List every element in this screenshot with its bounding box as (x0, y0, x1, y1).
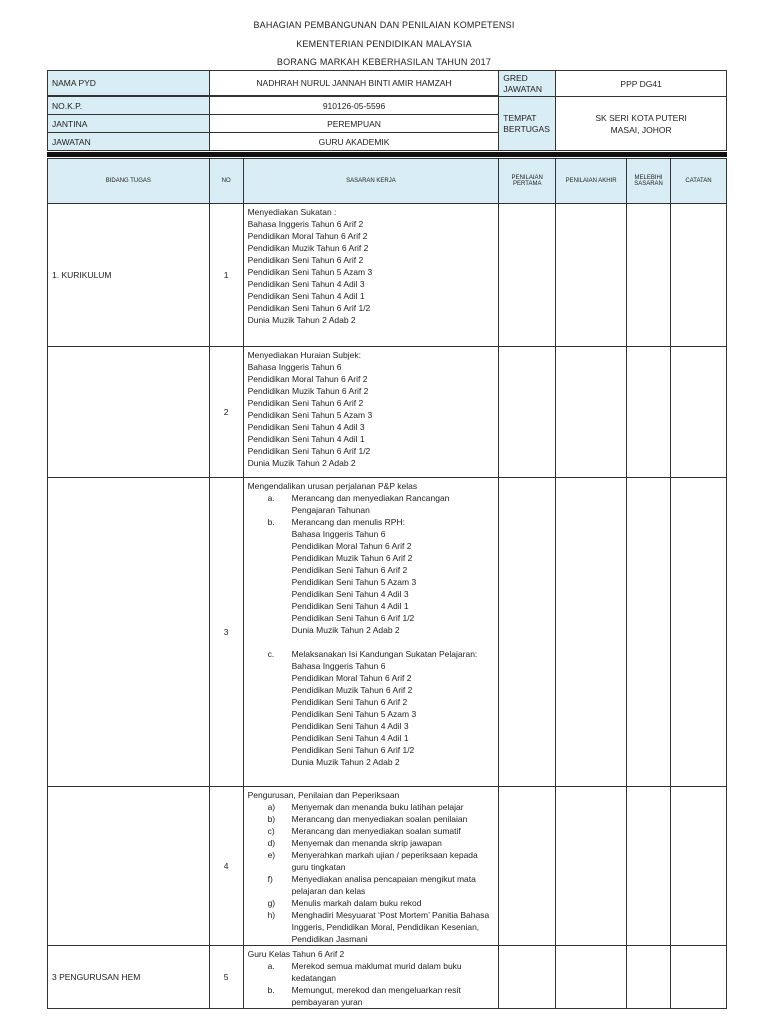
col-pertama (499, 159, 556, 204)
tempat-label: TEMPAT BERTUGAS (499, 97, 556, 151)
header-line-1: BAHAGIAN PEMBANGUNAN DAN PENILAIAN KOMPETENSI (253, 20, 515, 30)
header-line-3: BORANG MARKAH KEBERHASILAN TAHUN 2017 (276, 57, 492, 67)
tempat-value-line2: MASAI, JOHOR (610, 124, 672, 135)
row5-item-mark: a. (267, 961, 275, 971)
row3-c-item: Pendidikan Seni Tahun 4 Adil 3 (291, 721, 409, 731)
row5-item-mark: b. (267, 985, 275, 995)
row4-item (248, 909, 495, 945)
row3-b-item: Pendidikan Seni Tahun 6 Arif 2 (291, 565, 408, 575)
row3-b-item: Pendidikan Seni Tahun 5 Azam 3 (291, 577, 417, 587)
row4-item-text: Merancang dan menyediakan soalan sumatif (291, 826, 461, 836)
row4-no: 4 (209, 787, 243, 946)
row1-no: 1 (209, 204, 243, 347)
row3-b-item: Pendidikan Moral Tahun 6 Arif 2 (291, 541, 412, 551)
row4-item (248, 801, 495, 813)
row4-item (248, 897, 495, 909)
table-row (48, 347, 727, 478)
row2-line: Bahasa Inggeris Tahun 6 (247, 362, 342, 372)
table-row (48, 478, 727, 787)
row3-c-item: Pendidikan Seni Tahun 4 Adil 1 (291, 733, 409, 743)
row4-item-text: Menyemak dan menanda buku latihan pelajar (291, 802, 464, 812)
row3-b-item: Dunia Muzik Tahun 2 Adab 2 (291, 625, 400, 635)
jantina-value: PEREMPUAN (209, 115, 499, 133)
row4-item-text: Menyemak dan menanda skrip jawapan (291, 838, 442, 848)
row3-c-item: Pendidikan Muzik Tahun 6 Arif 2 (291, 685, 413, 695)
row2-line: Menyediakan Huraian Subjek: (247, 350, 361, 360)
nama-label: NAMA PYD (48, 71, 210, 96)
row5-item-text: Merekod semua maklumat murid dalam buku kedatangan (291, 961, 462, 983)
row4-sasaran (243, 787, 499, 946)
row4-item-mark: e) (267, 850, 276, 860)
gred-label: GRED JAWATAN (499, 71, 556, 97)
row4-item-mark: c) (267, 826, 275, 836)
row4-item (248, 837, 495, 849)
row2-no: 2 (209, 347, 243, 478)
row1-line: Pendidikan Seni Tahun 6 Arif 2 (247, 255, 364, 265)
row3-no: 3 (209, 478, 243, 787)
nama-value: NADHRAH NURUL JANNAH BINTI AMIR HAMZAH (209, 71, 499, 96)
row4-item-mark: d) (267, 838, 276, 848)
row5-item (248, 984, 495, 1008)
col-melebihi-line1: MELEBIHI (634, 175, 663, 181)
row2-sasaran (243, 347, 499, 478)
row4-item (248, 849, 495, 873)
row3-a-mark: a. (267, 493, 275, 503)
row3-b-item: Pendidikan Seni Tahun 6 Arif 1/2 (291, 613, 415, 623)
tempat-value-line1: SK SERI KOTA PUTERI (595, 112, 687, 123)
row1-line: Pendidikan Seni Tahun 4 Adil 3 (247, 279, 365, 289)
col-pertama-line1: PENILAIAN (511, 175, 543, 181)
row3-c-mark: c. (267, 649, 275, 659)
col-melebihi (627, 159, 671, 204)
row2-line: Pendidikan Moral Tahun 6 Arif 2 (247, 374, 368, 384)
col-pertama-line2: PERTAMA (513, 181, 542, 187)
row2-line: Pendidikan Seni Tahun 6 Arif 1/2 (247, 446, 371, 456)
row3-b-item: Pendidikan Seni Tahun 4 Adil 1 (291, 601, 409, 611)
row3-b-item: Bahasa Inggeris Tahun 6 (291, 529, 386, 539)
row3-b-mark: b. (267, 517, 275, 527)
row4-item-mark: f) (267, 874, 273, 884)
row3-c-item: Bahasa Inggeris Tahun 6 (291, 661, 386, 671)
row2-line: Pendidikan Seni Tahun 6 Arif 2 (247, 398, 364, 408)
row2-line: Dunia Muzik Tahun 2 Adab 2 (247, 458, 356, 468)
row3-intro: Mengendalikan urusan perjalanan P&P kelas (247, 481, 418, 491)
col-no: NO (209, 159, 243, 204)
row5-intro: Guru Kelas Tahun 6 Arif 2 (247, 949, 345, 959)
col-melebihi-line2: SASARAN (634, 181, 663, 187)
markah-table (47, 158, 727, 1009)
nokp-label: NO.K.P. (48, 97, 210, 115)
row1-sasaran (243, 204, 499, 347)
row3-b-text: Merancang dan menulis RPH: (291, 517, 405, 527)
row4-item-mark: h) (267, 910, 276, 920)
row3-a-text: Merancang dan menyediakan Rancangan Pengajaran Tahunan (291, 493, 450, 515)
row1-line: Pendidikan Seni Tahun 5 Azam 3 (247, 267, 373, 277)
row3-c-item: Pendidikan Seni Tahun 6 Arif 2 (291, 697, 408, 707)
row4-item-mark: b) (267, 814, 276, 824)
table-row (48, 946, 727, 1009)
row1-line: Pendidikan Moral Tahun 6 Arif 2 (247, 231, 368, 241)
row4-item-mark: g) (267, 898, 276, 908)
row4-intro: Pengurusan, Penilaian dan Peperiksaan (247, 790, 400, 800)
row2-line: Pendidikan Muzik Tahun 6 Arif 2 (247, 386, 369, 396)
row5-bidang: 3 PENGURUSAN HEM (48, 946, 210, 1009)
row1-line: Pendidikan Muzik Tahun 6 Arif 2 (247, 243, 369, 253)
row3-c-item: Pendidikan Moral Tahun 6 Arif 2 (291, 673, 412, 683)
row3-b-item: Pendidikan Seni Tahun 4 Adil 3 (291, 589, 409, 599)
row3-sasaran (243, 478, 499, 787)
table-row (48, 787, 727, 946)
nokp-value: 910126-05-5596 (209, 97, 499, 115)
tempat-value (556, 97, 727, 151)
row2-line: Pendidikan Seni Tahun 5 Azam 3 (247, 410, 373, 420)
row2-line: Pendidikan Seni Tahun 4 Adil 1 (247, 434, 365, 444)
row1-bidang: 1. KURIKULUM (48, 204, 210, 347)
row4-item-text: Menyediakan analisa pencapaian mengikut mata pelajaran dan kelas (291, 874, 476, 896)
row1-line: Dunia Muzik Tahun 2 Adab 2 (247, 315, 356, 325)
row3-c-item: Pendidikan Seni Tahun 5 Azam 3 (291, 709, 417, 719)
row4-item-text: Menghadiri Mesyuarat ‘Post Mortem’ Panitia Bahasa Inggeris, Pendidikan Moral, Pendidikan Kesenian, Pendidikan Jasmani (291, 910, 490, 944)
jawatan-value: GURU AKADEMIK (209, 133, 499, 151)
row4-item-text: Menulis markah dalam buku rekod (291, 898, 422, 908)
col-catatan: CATATAN (671, 159, 727, 204)
row4-item (248, 813, 495, 825)
row3-c-text: Melaksanakan Isi Kandungan Sukatan Pelajaran: (291, 649, 478, 659)
row4-item (248, 873, 495, 897)
row1-line: Pendidikan Seni Tahun 4 Adil 1 (247, 291, 365, 301)
row4-item-text: Merancang dan menyediakan soalan penilaian (291, 814, 468, 824)
divider-bar (47, 152, 727, 157)
header-line-2: KEMENTERIAN PENDIDIKAN MALAYSIA (296, 39, 472, 49)
row4-item-text: Menyerahkan markah ujian / peperiksaan kepada guru tingkatan (291, 850, 478, 872)
info-table (47, 70, 727, 151)
row3-b-item: Pendidikan Muzik Tahun 6 Arif 2 (291, 553, 413, 563)
row1-line: Pendidikan Seni Tahun 6 Arif 1/2 (247, 303, 371, 313)
jantina-label: JANTINA (48, 115, 210, 133)
jawatan-label: JAWATAN (48, 133, 210, 151)
row2-line: Pendidikan Seni Tahun 4 Adil 3 (247, 422, 365, 432)
row3-c-item: Dunia Muzik Tahun 2 Adab 2 (291, 757, 400, 767)
row5-no: 5 (209, 946, 243, 1009)
row5-item (248, 960, 495, 984)
row4-item (248, 825, 495, 837)
col-bidang: BIDANG TUGAS (48, 159, 210, 204)
gred-value: PPP DG41 (556, 71, 727, 97)
table-row (48, 204, 727, 347)
row4-item-mark: a) (267, 802, 276, 812)
row3-c-item: Pendidikan Seni Tahun 6 Arif 1/2 (291, 745, 415, 755)
row5-sasaran (243, 946, 499, 1009)
row5-item-text: Memungut, merekod dan mengeluarkan resit pembayaran yuran (291, 985, 461, 1007)
col-akhir: PENILAIAN AKHIR (556, 159, 627, 204)
col-sasaran: SASARAN KERJA (243, 159, 499, 204)
row1-line: Menyediakan Sukatan : (247, 207, 337, 217)
row1-line: Bahasa Inggeris Tahun 6 Arif 2 (247, 219, 364, 229)
